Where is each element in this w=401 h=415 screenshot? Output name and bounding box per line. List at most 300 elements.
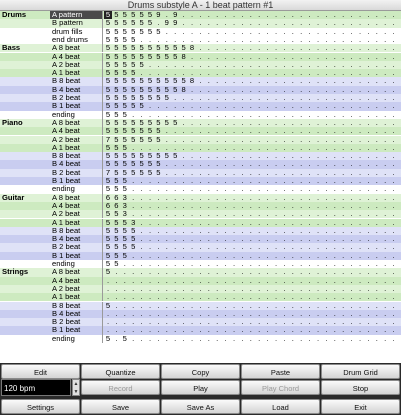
beat-cell[interactable]: .: [216, 134, 219, 144]
beat-cell[interactable]: 5: [147, 93, 153, 102]
beat-cell[interactable]: .: [350, 275, 353, 285]
beat-cell[interactable]: .: [358, 325, 362, 335]
beat-cell[interactable]: .: [367, 43, 370, 53]
beat-cell[interactable]: .: [216, 242, 219, 252]
beat-cell[interactable]: .: [157, 225, 160, 235]
beat-cell[interactable]: .: [258, 176, 261, 185]
beat-cell[interactable]: .: [358, 300, 362, 310]
beat-cell[interactable]: .: [249, 176, 252, 185]
beat-cell[interactable]: .: [375, 142, 378, 152]
beat-cell[interactable]: .: [367, 26, 370, 36]
beat-cell[interactable]: .: [333, 275, 336, 285]
beat-cell[interactable]: .: [342, 275, 345, 285]
beat-cell[interactable]: .: [358, 250, 362, 260]
beat-cell[interactable]: .: [342, 93, 345, 102]
beat-cell[interactable]: .: [266, 259, 269, 268]
beat-cell[interactable]: .: [174, 250, 177, 260]
beat-cell[interactable]: 5: [156, 93, 161, 102]
beat-cell[interactable]: .: [316, 109, 320, 119]
beat-cell[interactable]: 5: [122, 18, 127, 28]
beat-cell[interactable]: .: [140, 209, 143, 219]
beat-cell[interactable]: .: [241, 308, 244, 318]
beat-cell[interactable]: .: [300, 117, 303, 127]
beat-cell[interactable]: 9: [156, 10, 161, 19]
beat-cell[interactable]: .: [249, 209, 252, 219]
beat-cell[interactable]: .: [174, 159, 177, 169]
beat-cell[interactable]: .: [232, 200, 236, 210]
beat-cell[interactable]: .: [316, 159, 320, 169]
beat-cell[interactable]: 5: [122, 43, 127, 53]
beat-cell[interactable]: .: [392, 192, 395, 202]
beat-cell[interactable]: .: [207, 283, 210, 293]
beat-cell[interactable]: .: [241, 234, 244, 244]
beat-cell[interactable]: .: [132, 176, 135, 185]
beat-cell[interactable]: .: [249, 333, 252, 343]
beat-cell[interactable]: .: [283, 192, 286, 202]
beat-cell[interactable]: .: [342, 26, 345, 36]
beat-cell[interactable]: .: [384, 267, 387, 277]
beat-cell[interactable]: .: [115, 325, 118, 335]
beat-cell[interactable]: .: [375, 84, 378, 94]
beat-cell[interactable]: 5: [156, 51, 161, 61]
beat-cell[interactable]: .: [375, 275, 378, 285]
beat-cell[interactable]: .: [266, 59, 269, 69]
beat-cell[interactable]: .: [266, 300, 269, 310]
beat-cell[interactable]: .: [190, 325, 194, 335]
beat-cell[interactable]: .: [350, 34, 353, 44]
beat-cell[interactable]: .: [358, 10, 362, 19]
beat-cell[interactable]: .: [241, 76, 244, 86]
beat-cell[interactable]: .: [148, 308, 152, 318]
beat-cell[interactable]: .: [157, 209, 160, 219]
beat-cell[interactable]: .: [375, 68, 378, 78]
beat-cell[interactable]: .: [157, 292, 160, 302]
beat-cell[interactable]: .: [333, 167, 336, 177]
beat-cell[interactable]: .: [174, 109, 177, 119]
beat-cell[interactable]: .: [258, 117, 261, 127]
beat-cell[interactable]: 5: [131, 59, 136, 69]
beat-cell[interactable]: .: [325, 59, 328, 69]
beat-cell[interactable]: .: [325, 184, 328, 194]
beat-cell[interactable]: .: [274, 267, 278, 277]
beat-cell[interactable]: .: [174, 267, 177, 277]
beat-cell[interactable]: .: [241, 26, 244, 36]
beat-cell[interactable]: .: [316, 142, 320, 152]
beat-cell[interactable]: .: [165, 259, 168, 268]
beat-cell[interactable]: .: [367, 34, 370, 44]
beat-cell[interactable]: .: [207, 126, 210, 136]
beat-cell[interactable]: .: [199, 192, 202, 202]
beat-cell[interactable]: .: [132, 142, 135, 152]
beat-cell[interactable]: .: [232, 176, 236, 185]
beat-cell[interactable]: .: [325, 159, 328, 169]
beat-cell[interactable]: .: [232, 267, 236, 277]
beat-cell[interactable]: .: [350, 26, 353, 36]
beat-cell[interactable]: .: [291, 159, 294, 169]
beat-cell[interactable]: .: [232, 184, 236, 194]
beat-cell[interactable]: .: [342, 18, 345, 28]
pattern-label[interactable]: B 8 beat: [52, 76, 81, 86]
beat-cell[interactable]: .: [123, 300, 126, 310]
beat-cell[interactable]: 5: [131, 126, 136, 136]
beat-cell[interactable]: 5: [114, 176, 119, 185]
beat-cell[interactable]: .: [375, 26, 378, 36]
beat-cell[interactable]: 8: [189, 43, 195, 53]
beat-cell[interactable]: .: [199, 126, 202, 136]
beat-cell[interactable]: 5: [105, 26, 111, 36]
beat-cell[interactable]: 5: [164, 51, 169, 61]
beat-cell[interactable]: .: [283, 300, 286, 310]
beat-cell[interactable]: .: [333, 151, 336, 161]
beat-cell[interactable]: .: [350, 300, 353, 310]
beat-cell[interactable]: .: [291, 333, 294, 343]
beat-cell[interactable]: .: [249, 134, 252, 144]
beat-cell[interactable]: 5: [164, 117, 169, 127]
beat-cell[interactable]: .: [216, 192, 219, 202]
beat-cell[interactable]: .: [274, 68, 278, 78]
beat-cell[interactable]: .: [316, 200, 320, 210]
beat-cell[interactable]: .: [333, 308, 336, 318]
beat-cell[interactable]: 5: [131, 225, 136, 235]
beat-cell[interactable]: .: [216, 200, 219, 210]
beat-cell[interactable]: .: [342, 283, 345, 293]
beat-cell[interactable]: .: [249, 225, 252, 235]
beat-cell[interactable]: .: [358, 126, 362, 136]
beat-cell[interactable]: .: [384, 134, 387, 144]
beat-cell[interactable]: .: [358, 192, 362, 202]
beat-cell[interactable]: 5: [173, 84, 178, 94]
beat-cell[interactable]: .: [316, 93, 320, 102]
beat-cell[interactable]: .: [207, 242, 210, 252]
beat-cell[interactable]: .: [190, 184, 194, 194]
beat-cell[interactable]: .: [308, 10, 311, 19]
beat-cell[interactable]: .: [392, 217, 395, 227]
beat-cell[interactable]: .: [224, 159, 227, 169]
beat-cell[interactable]: .: [148, 250, 152, 260]
beat-cell[interactable]: .: [333, 242, 336, 252]
beat-cell[interactable]: .: [316, 283, 320, 293]
beat-cell[interactable]: .: [140, 275, 143, 285]
beat-cell[interactable]: .: [291, 26, 294, 36]
beat-cell[interactable]: .: [123, 292, 126, 302]
beat-cell[interactable]: .: [241, 283, 244, 293]
beat-cell[interactable]: .: [157, 184, 160, 194]
beat-cell[interactable]: .: [216, 234, 219, 244]
beat-cell[interactable]: .: [132, 259, 135, 268]
beat-cell[interactable]: .: [157, 242, 160, 252]
beat-cell[interactable]: .: [375, 225, 378, 235]
beat-cell[interactable]: .: [140, 325, 143, 335]
beat-cell[interactable]: .: [392, 325, 395, 335]
beat-cell[interactable]: .: [216, 76, 219, 86]
beat-cell[interactable]: .: [174, 68, 177, 78]
beat-cell[interactable]: .: [224, 308, 227, 318]
beat-cell[interactable]: .: [274, 317, 278, 327]
beat-cell[interactable]: .: [199, 84, 202, 94]
beat-cell[interactable]: .: [384, 192, 387, 202]
beat-cell[interactable]: 5: [114, 159, 119, 169]
beat-cell[interactable]: .: [283, 93, 286, 102]
beat-cell[interactable]: .: [325, 34, 328, 44]
beat-cell[interactable]: 5: [131, 151, 136, 161]
beat-cell[interactable]: .: [325, 134, 328, 144]
beat-cell[interactable]: .: [182, 192, 185, 202]
beat-cell[interactable]: .: [367, 176, 370, 185]
beat-cell[interactable]: .: [266, 51, 269, 61]
beat-cell[interactable]: .: [216, 109, 219, 119]
beat-cell[interactable]: .: [350, 234, 353, 244]
beat-cell[interactable]: .: [342, 184, 345, 194]
beat-cell[interactable]: 5: [131, 26, 136, 36]
beat-cell[interactable]: .: [174, 184, 177, 194]
beat-cell[interactable]: .: [232, 134, 236, 144]
beat-cell[interactable]: 5: [114, 59, 119, 69]
beat-cell[interactable]: .: [274, 10, 278, 19]
beat-cell[interactable]: .: [241, 292, 244, 302]
pattern-label[interactable]: ending: [52, 333, 75, 343]
beat-cell[interactable]: 5: [114, 109, 119, 119]
beat-cell[interactable]: 5: [156, 84, 161, 94]
beat-cell[interactable]: .: [224, 217, 227, 227]
beat-cell[interactable]: .: [375, 292, 378, 302]
beat-cell[interactable]: .: [308, 151, 311, 161]
beat-cell[interactable]: .: [207, 209, 210, 219]
beat-cell[interactable]: 5: [156, 159, 161, 169]
beat-cell[interactable]: 5: [105, 101, 111, 111]
beat-cell[interactable]: 5: [105, 267, 111, 277]
beat-cell[interactable]: .: [165, 34, 168, 44]
beat-cell[interactable]: .: [224, 18, 227, 28]
beat-cell[interactable]: .: [375, 242, 378, 252]
beat-cell[interactable]: .: [207, 101, 210, 111]
beat-cell[interactable]: .: [182, 109, 185, 119]
beat-cell[interactable]: .: [300, 26, 303, 36]
beat-cell[interactable]: .: [258, 267, 261, 277]
beat-cell[interactable]: .: [232, 18, 236, 28]
beat-cell[interactable]: .: [283, 209, 286, 219]
beat-cell[interactable]: .: [216, 159, 219, 169]
beat-cell[interactable]: .: [232, 325, 236, 335]
beat-cell[interactable]: .: [367, 101, 370, 111]
beat-cell[interactable]: 5: [114, 225, 119, 235]
beat-cell[interactable]: .: [283, 51, 286, 61]
beat-cell[interactable]: .: [232, 151, 236, 161]
beat-cell[interactable]: 5: [131, 242, 136, 252]
pattern-label[interactable]: A 8 beat: [52, 267, 80, 277]
beat-cell[interactable]: .: [358, 308, 362, 318]
beat-cell[interactable]: 5: [122, 225, 127, 235]
beat-cell[interactable]: .: [367, 267, 370, 277]
beat-cell[interactable]: .: [258, 225, 261, 235]
beat-cell[interactable]: .: [325, 10, 328, 19]
beat-cell[interactable]: .: [190, 34, 194, 44]
beat-cell[interactable]: .: [350, 159, 353, 169]
beat-cell[interactable]: .: [358, 151, 362, 161]
beat-cell[interactable]: .: [342, 234, 345, 244]
beat-cell[interactable]: .: [199, 250, 202, 260]
beat-cell[interactable]: .: [249, 259, 252, 268]
beat-cell[interactable]: .: [300, 192, 303, 202]
beat-cell[interactable]: 5: [131, 84, 136, 94]
beat-cell[interactable]: .: [232, 283, 236, 293]
beat-cell[interactable]: .: [350, 325, 353, 335]
beat-cell[interactable]: 5: [173, 51, 178, 61]
beat-cell[interactable]: .: [350, 200, 353, 210]
beat-cell[interactable]: .: [333, 192, 336, 202]
beat-cell[interactable]: .: [224, 209, 227, 219]
beat-cell[interactable]: .: [190, 134, 194, 144]
beat-cell[interactable]: .: [316, 217, 320, 227]
beat-cell[interactable]: .: [350, 283, 353, 293]
beat-cell[interactable]: .: [367, 126, 370, 136]
beat-cell[interactable]: .: [165, 325, 168, 335]
beat-cell[interactable]: 6: [114, 200, 119, 210]
beat-cell[interactable]: .: [358, 283, 362, 293]
beat-cell[interactable]: 5: [147, 43, 153, 53]
beat-cell[interactable]: .: [392, 267, 395, 277]
beat-cell[interactable]: 5: [131, 68, 136, 78]
beat-cell[interactable]: .: [283, 59, 286, 69]
beat-cell[interactable]: .: [190, 18, 194, 28]
beat-cell[interactable]: .: [241, 126, 244, 136]
beat-cell[interactable]: .: [367, 134, 370, 144]
beat-cell[interactable]: .: [232, 84, 236, 94]
beat-cell[interactable]: .: [241, 200, 244, 210]
beat-cell[interactable]: 8: [181, 51, 186, 61]
beat-cell[interactable]: .: [316, 325, 320, 335]
beat-cell[interactable]: .: [358, 259, 362, 268]
beat-cell[interactable]: .: [291, 283, 294, 293]
beat-cell[interactable]: .: [199, 101, 202, 111]
beat-cell[interactable]: .: [132, 308, 135, 318]
beat-cell[interactable]: .: [241, 167, 244, 177]
beat-cell[interactable]: .: [392, 43, 395, 53]
beat-cell[interactable]: .: [249, 151, 252, 161]
beat-cell[interactable]: 5: [114, 259, 119, 268]
beat-cell[interactable]: .: [132, 267, 135, 277]
beat-cell[interactable]: .: [148, 242, 152, 252]
beat-cell[interactable]: .: [300, 159, 303, 169]
beat-cell[interactable]: .: [258, 76, 261, 86]
beat-cell[interactable]: .: [350, 10, 353, 19]
beat-cell[interactable]: .: [199, 109, 202, 119]
beat-cell[interactable]: 5: [147, 126, 153, 136]
beat-cell[interactable]: .: [333, 59, 336, 69]
beat-cell[interactable]: 5: [147, 18, 153, 28]
beat-cell[interactable]: .: [333, 234, 336, 244]
beat-cell[interactable]: .: [182, 250, 185, 260]
beat-cell[interactable]: 5: [131, 117, 136, 127]
beat-cell[interactable]: 9: [164, 18, 169, 28]
beat-cell[interactable]: .: [123, 283, 126, 293]
beat-cell[interactable]: 5: [164, 151, 169, 161]
beat-cell[interactable]: .: [274, 292, 278, 302]
beat-cell[interactable]: .: [333, 259, 336, 268]
beat-cell[interactable]: .: [350, 250, 353, 260]
beat-cell[interactable]: .: [358, 109, 362, 119]
beat-cell[interactable]: .: [190, 151, 194, 161]
beat-cell[interactable]: .: [316, 209, 320, 219]
copy-button[interactable]: Copy: [161, 364, 240, 379]
beat-cell[interactable]: .: [392, 142, 395, 152]
beat-cell[interactable]: .: [258, 59, 261, 69]
beat-cell[interactable]: .: [148, 101, 152, 111]
beat-cell[interactable]: .: [342, 333, 345, 343]
beat-cell[interactable]: .: [174, 308, 177, 318]
beat-cell[interactable]: .: [333, 250, 336, 260]
beat-cell[interactable]: .: [333, 126, 336, 136]
beat-cell[interactable]: .: [308, 184, 311, 194]
beat-cell[interactable]: 5: [156, 26, 161, 36]
beat-cell[interactable]: .: [300, 275, 303, 285]
beat-cell[interactable]: .: [375, 117, 378, 127]
beat-cell[interactable]: .: [174, 200, 177, 210]
beat-cell[interactable]: .: [190, 84, 194, 94]
beat-cell[interactable]: .: [157, 200, 160, 210]
beat-cell[interactable]: .: [199, 151, 202, 161]
beat-cell[interactable]: .: [291, 184, 294, 194]
beat-cell[interactable]: 5: [156, 126, 161, 136]
beat-cell[interactable]: 5: [131, 51, 136, 61]
beat-cell[interactable]: .: [165, 250, 168, 260]
edit-button[interactable]: Edit: [1, 364, 80, 379]
beat-cell[interactable]: .: [258, 333, 261, 343]
beat-cell[interactable]: .: [333, 10, 336, 19]
beat-cell[interactable]: .: [190, 300, 194, 310]
beat-cell[interactable]: 5: [164, 76, 169, 86]
beat-cell[interactable]: .: [165, 176, 168, 185]
beat-cell[interactable]: .: [182, 325, 185, 335]
beat-cell[interactable]: .: [157, 259, 160, 268]
beat-cell[interactable]: 5: [139, 151, 144, 161]
beat-cell[interactable]: .: [300, 151, 303, 161]
beat-cell[interactable]: 5: [122, 109, 127, 119]
beat-cell[interactable]: .: [123, 308, 126, 318]
beat-cell[interactable]: .: [308, 43, 311, 53]
beat-cell[interactable]: .: [392, 117, 395, 127]
beat-cell[interactable]: .: [300, 51, 303, 61]
beat-cell[interactable]: .: [274, 209, 278, 219]
beat-cell[interactable]: .: [266, 192, 269, 202]
beat-cell[interactable]: .: [266, 109, 269, 119]
beat-cell[interactable]: 5: [105, 117, 111, 127]
beat-cell[interactable]: .: [266, 176, 269, 185]
beat-cell[interactable]: .: [342, 101, 345, 111]
beat-cell[interactable]: .: [140, 192, 143, 202]
beat-cell[interactable]: .: [165, 283, 168, 293]
record-button[interactable]: Record: [81, 380, 160, 395]
beat-cell[interactable]: .: [384, 117, 387, 127]
beat-cell[interactable]: .: [308, 126, 311, 136]
beat-cell[interactable]: .: [308, 308, 311, 318]
beat-cell[interactable]: .: [333, 200, 336, 210]
beat-cell[interactable]: .: [308, 250, 311, 260]
beat-cell[interactable]: .: [384, 176, 387, 185]
beat-cell[interactable]: .: [241, 184, 244, 194]
beat-cell[interactable]: .: [132, 250, 135, 260]
beat-cell[interactable]: .: [367, 225, 370, 235]
beat-cell[interactable]: .: [157, 283, 160, 293]
beat-cell[interactable]: .: [333, 142, 336, 152]
beat-cell[interactable]: .: [384, 308, 387, 318]
beat-cell[interactable]: .: [291, 292, 294, 302]
beat-cell[interactable]: .: [132, 200, 135, 210]
beat-cell[interactable]: .: [266, 234, 269, 244]
beat-cell[interactable]: .: [367, 217, 370, 227]
beat-cell[interactable]: .: [300, 225, 303, 235]
beat-cell[interactable]: .: [358, 292, 362, 302]
beat-cell[interactable]: 5: [114, 76, 119, 86]
